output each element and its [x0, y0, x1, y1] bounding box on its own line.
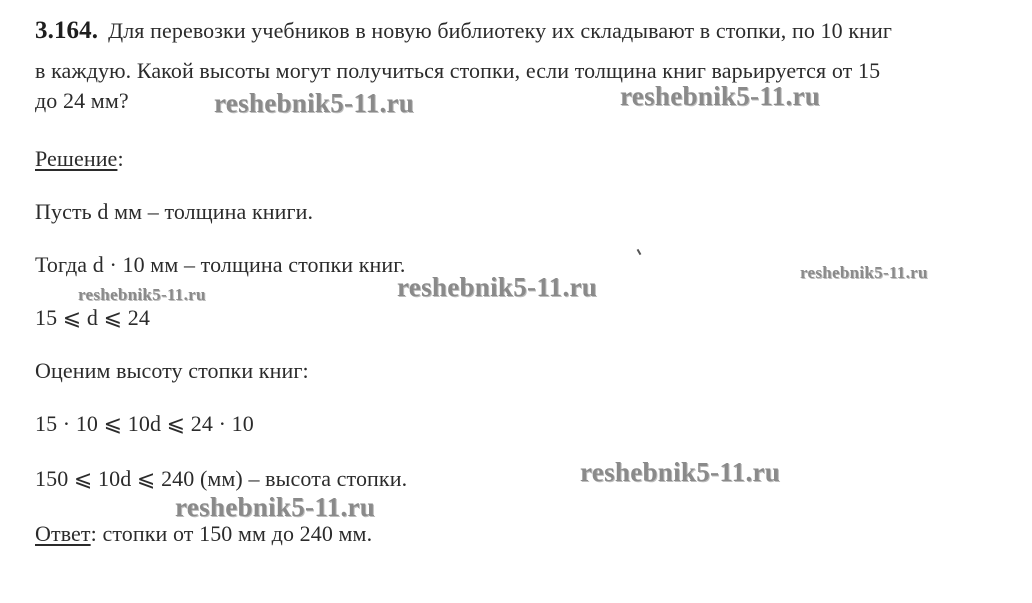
watermark: reshebnik5-11.ru: [175, 492, 376, 522]
problem-text-2: в каждую. Какой высоты могут получиться стопки, если толщина книг варьируется от 15: [35, 58, 881, 83]
solution-line-2: Тогда d · 10 мм – толщина стопки книг.: [35, 252, 406, 277]
watermark: reshebnik5-11.ru: [580, 457, 781, 487]
watermark: reshebnik5-11.ru: [620, 81, 821, 111]
problem-number: 3.164.: [35, 17, 99, 44]
watermark: reshebnik5-11.ru: [78, 285, 206, 304]
answer-text: : стопки от 150 мм до 240 мм.: [90, 521, 373, 546]
solution-heading-label: Решение: [35, 146, 118, 171]
watermark: reshebnik5-11.ru: [397, 272, 598, 302]
answer-label: Ответ: [35, 521, 91, 546]
solution-line-3: 15 ⩽ d ⩽ 24: [35, 305, 150, 330]
watermark: reshebnik5-11.ru: [214, 88, 415, 118]
solution-line-6: 150 ⩽ 10d ⩽ 240 (мм) – высота стопки.: [35, 466, 408, 491]
problem-text-3: до 24 мм?: [35, 88, 129, 113]
solution-heading: [35, 146, 124, 172]
watermark: reshebnik5-11.ru: [800, 263, 928, 282]
problem-text-1: Для перевозки учебников в новую библиотеку их складывают в стопки, по 10 книг: [108, 18, 893, 43]
solution-line-4: Оценим высоту стопки книг:: [35, 358, 309, 383]
solution-line-1: Пусть d мм – толщина книги.: [35, 199, 314, 224]
scan-speck: [637, 249, 642, 255]
answer-line: [35, 521, 372, 547]
solution-line-5: 15 · 10 ⩽ 10d ⩽ 24 · 10: [35, 411, 254, 436]
problem-line-1: [35, 18, 892, 44]
solution-heading-colon: :: [117, 146, 124, 171]
